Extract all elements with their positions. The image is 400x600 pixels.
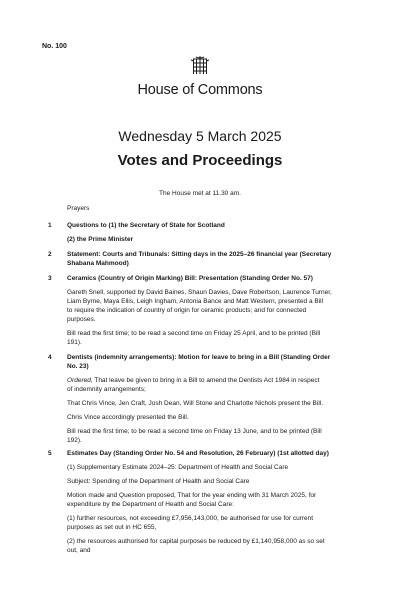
item-number: 1 <box>48 222 52 229</box>
sitting-date: Wednesday 5 March 2025 <box>118 128 282 144</box>
item-paragraph: Bill read the first time; to be read a second time on Friday 25 April, and to be printed (Bill <box>67 330 321 337</box>
item-paragraph: (2) the resources authorised for capital purposes be reduced by £1,140,958,000 as so set <box>67 538 325 545</box>
item-paragraph: expenditure by the Department of Health and Social Care: <box>67 501 234 508</box>
item-paragraph: Bill read the first time; to be read a second time on Friday 13 June, and to be printed (Bill <box>67 428 322 435</box>
item-paragraph: 192). <box>67 437 82 444</box>
item-heading: Shabana Mahmood) <box>67 260 129 267</box>
item-paragraph: Liam Byrne, Maya Ellis, Leigh Ingham, Antonia Bance and Matt Western, presented a Bill <box>67 298 324 305</box>
item-heading: Ceramics (Country of Origin Marking) Bill: Presentation (Standing Order No. 57) <box>67 275 313 282</box>
item-paragraph: to require the indication of country of origin for ceramic products; and for connected <box>67 307 307 314</box>
item-paragraph: Gareth Snell, supported by David Baines, Shaun Davies, Dave Robertson, Laurence Turner, <box>67 289 332 296</box>
ordered-text: That leave be given to bring in a Bill to amend the Dentists Act 1984 in respect <box>92 377 320 384</box>
item-paragraph <box>67 376 355 385</box>
house-name: House of Commons <box>137 82 263 98</box>
item-heading: No. 23) <box>67 363 89 370</box>
item-number: 2 <box>48 251 52 258</box>
prayers-label: Prayers <box>67 205 90 212</box>
item-paragraph: purposes. <box>67 316 96 323</box>
item-number: 4 <box>48 354 52 361</box>
item-paragraph: of indemnity arrangements; <box>67 386 146 393</box>
item-number: 5 <box>48 450 52 457</box>
item-paragraph: (1) Supplementary Estimate 2024–25: Department of Health and Social Care <box>67 464 289 471</box>
item-heading: Questions to (1) the Secretary of State for Scotland <box>67 222 225 229</box>
item-paragraph: Subject: Spending of the Department of Health and Social Care <box>67 478 250 485</box>
item-paragraph: 191). <box>67 339 82 346</box>
sitting-time: The House met at 11.30 am. <box>159 190 241 197</box>
item-number: 3 <box>48 275 52 282</box>
item-paragraph: Chris Vince accordingly presented the Bill. <box>67 414 189 421</box>
item-heading: Statement: Courts and Tribunals: Sitting days in the 2025–26 financial year (Secretary <box>67 251 332 258</box>
item-heading: (2) the Prime Minister <box>67 236 134 243</box>
item-paragraph: Motion made and Question proposed, That for the year ending with 31 March 2025, for <box>67 492 317 499</box>
item-paragraph: That Chris Vince, Jen Craft, Josh Dean, Will Stone and Charlotte Nichols present the Bill. <box>67 400 324 407</box>
item-paragraph: purposes as set out in HC 655, <box>67 524 157 531</box>
item-paragraph: (1) further resources, not exceeding £7,956,143,000, be authorised for use for current <box>67 515 314 522</box>
document-title: Votes and Proceedings <box>117 152 283 169</box>
item-heading: Dentists (indemnity arrangements): Motion for leave to bring in a Bill (Standing Order <box>67 354 331 361</box>
item-paragraph: out, and <box>67 547 91 554</box>
portcullis-icon <box>190 55 210 77</box>
issue-number: No. 100 <box>42 43 67 50</box>
item-heading: Estimates Day (Standing Order No. 54 and Resolution, 26 February) (1st allotted day) <box>67 450 329 457</box>
ordered-label: Ordered, <box>67 377 93 384</box>
